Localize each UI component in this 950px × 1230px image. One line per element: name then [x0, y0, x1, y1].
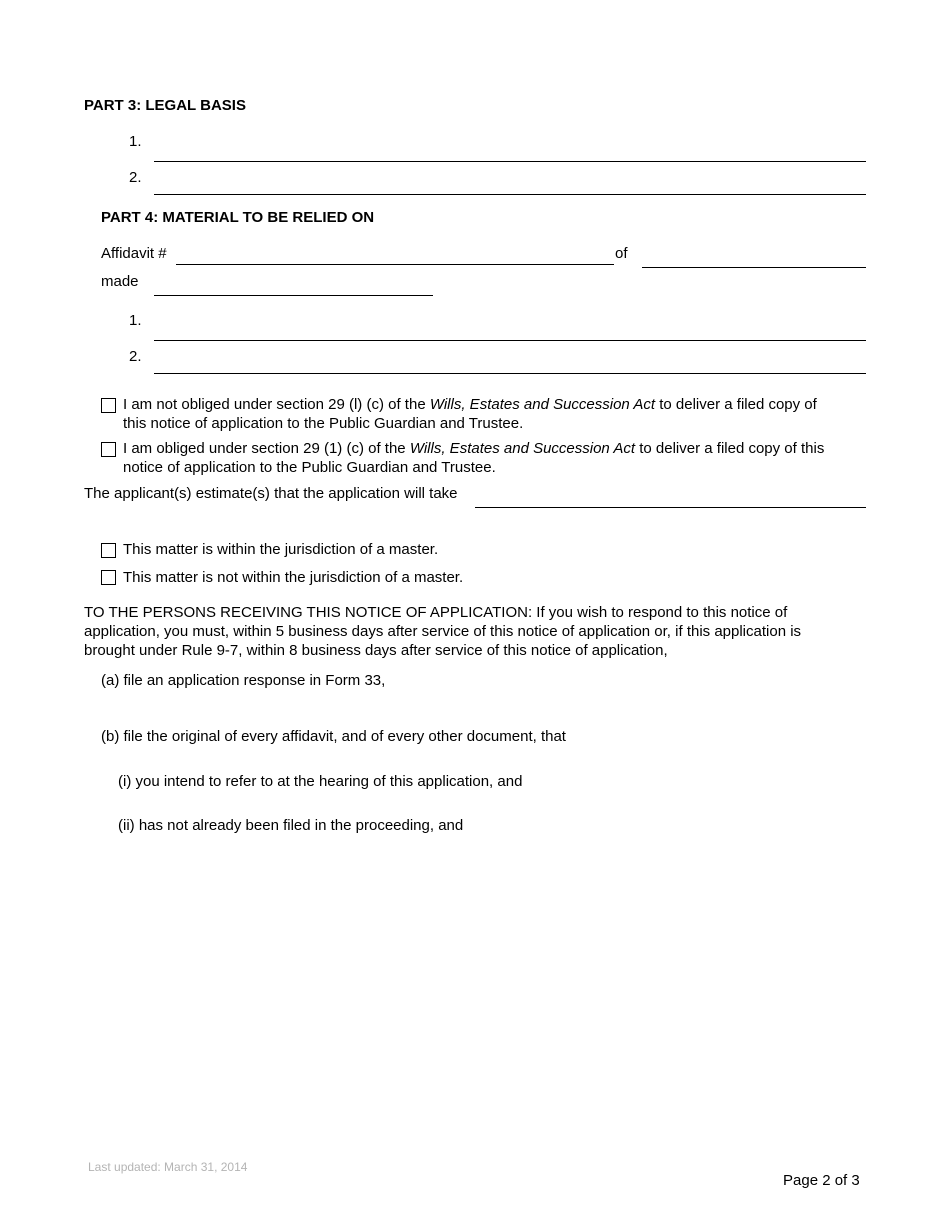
- affidavit-of-field[interactable]: [642, 267, 866, 268]
- part3-heading: PART 3: LEGAL BASIS: [84, 97, 246, 114]
- notice-item-i: (i) you intend to refer to at the hearing of this application, and: [118, 773, 523, 790]
- last-updated: Last updated: March 31, 2014: [88, 1160, 248, 1174]
- part3-item-1-number: 1.: [129, 133, 142, 150]
- part4-item-1-field[interactable]: [154, 340, 866, 341]
- obliged-pre: I am obliged under section 29 (1) (c) of the: [123, 440, 410, 457]
- part3-item-2-field[interactable]: [154, 194, 866, 195]
- not-obliged-post: to deliver a filed copy of: [655, 396, 817, 413]
- obliged-line2: notice of application to the Public Guardian and Trustee.: [123, 459, 496, 476]
- not-within-jurisdiction-checkbox[interactable]: [101, 570, 116, 585]
- notice-item-ii: (ii) has not already been filed in the proceeding, and: [118, 817, 464, 834]
- affidavit-label: Affidavit #: [101, 245, 167, 262]
- estimate-label: The applicant(s) estimate(s) that the application will take: [84, 485, 458, 502]
- not-obliged-line2: this notice of application to the Public Guardian and Trustee.: [123, 415, 524, 432]
- obliged-act: Wills, Estates and Succession Act: [409, 440, 636, 457]
- of-label: of: [615, 245, 628, 262]
- notice-paragraph: [84, 603, 874, 660]
- not-obliged-checkbox[interactable]: [101, 398, 116, 413]
- within-jurisdiction-checkbox[interactable]: [101, 543, 116, 558]
- part4-item-2-field[interactable]: [154, 373, 866, 374]
- not-obliged-text: [123, 395, 858, 433]
- estimate-field[interactable]: [475, 507, 866, 508]
- part4-heading: PART 4: MATERIAL TO BE RELIED ON: [101, 209, 375, 226]
- obliged-post: to deliver a filed copy of this: [635, 440, 825, 457]
- made-field[interactable]: [154, 295, 433, 296]
- not-obliged-pre: I am not obliged under section 29 (l) (c) of the: [123, 396, 430, 413]
- page-number: Page 2 of 3: [783, 1172, 860, 1189]
- notice-item-b: (b) file the original of every affidavit, and of every other document, that: [101, 728, 566, 745]
- obliged-text: [123, 439, 863, 477]
- part4-item-1-number: 1.: [129, 312, 142, 329]
- affidavit-number-field[interactable]: [176, 264, 614, 265]
- not-obliged-act: Wills, Estates and Succession Act: [429, 396, 656, 413]
- notice-item-a: (a) file an application response in Form 33,: [101, 672, 386, 689]
- within-jurisdiction-label: This matter is within the jurisdiction of a master.: [123, 541, 439, 558]
- part3-item-2-number: 2.: [129, 169, 142, 186]
- notice-line-3: brought under Rule 9-7, within 8 business days after service of this notice of application,: [84, 642, 668, 659]
- obliged-checkbox[interactable]: [101, 442, 116, 457]
- not-within-jurisdiction-label: This matter is not within the jurisdiction of a master.: [123, 569, 464, 586]
- notice-line-1: TO THE PERSONS RECEIVING THIS NOTICE OF APPLICATION: If you wish to respond to this notice of: [84, 604, 788, 621]
- part3-item-1-field[interactable]: [154, 161, 866, 162]
- notice-line-2: application, you must, within 5 business days after service of this notice of application or, if this application is: [84, 623, 802, 640]
- part4-item-2-number: 2.: [129, 348, 142, 365]
- made-label: made: [101, 273, 139, 290]
